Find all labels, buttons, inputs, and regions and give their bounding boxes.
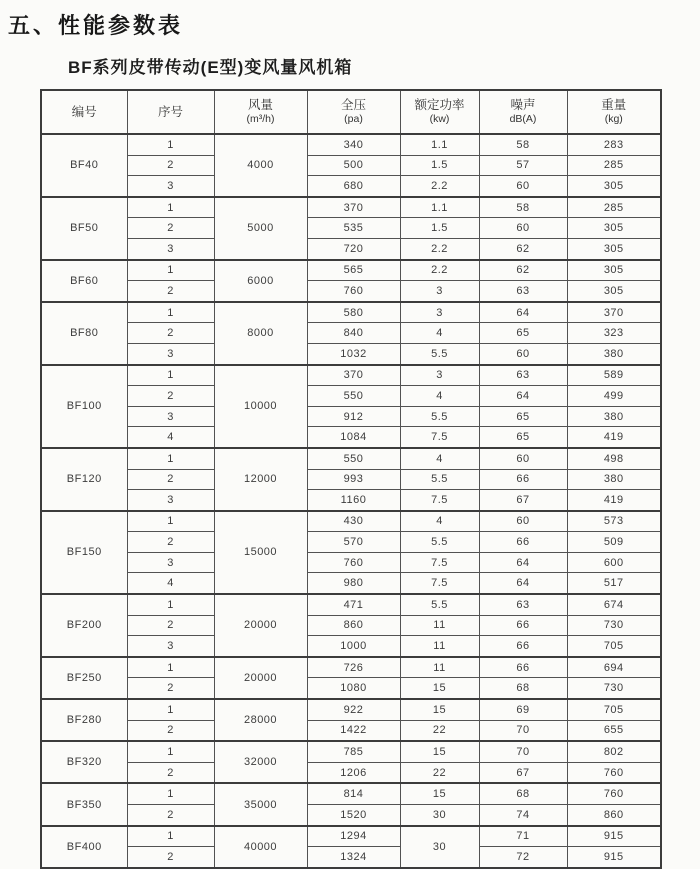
seq-cell: 1: [127, 197, 214, 218]
seq-cell: 2: [127, 720, 214, 741]
table-row: [41, 741, 661, 762]
col-header-title: 重量: [601, 98, 627, 112]
seq-cell: 3: [127, 343, 214, 364]
table-row: [41, 260, 661, 281]
table-row: [41, 826, 661, 847]
airflow-cell: 32000: [214, 741, 307, 783]
model-cell: BF80: [41, 302, 127, 365]
airflow-cell: 20000: [214, 657, 307, 699]
table-row: [41, 323, 661, 344]
noise-cell: 57: [479, 155, 567, 176]
col-header-title: 噪声: [510, 98, 536, 112]
header-row: [41, 90, 661, 134]
table-row: [41, 552, 661, 573]
table-row: [41, 805, 661, 826]
weight-cell: 305: [567, 176, 661, 197]
pressure-cell: 980: [307, 573, 400, 594]
power-cell: 1.1: [400, 197, 479, 218]
noise-cell: 74: [479, 805, 567, 826]
seq-cell: 1: [127, 741, 214, 762]
table-row: [41, 573, 661, 594]
col-header-unit: (m³/h): [246, 113, 275, 125]
pressure-cell: 993: [307, 469, 400, 490]
noise-cell: 67: [479, 762, 567, 783]
seq-cell: 1: [127, 783, 214, 804]
weight-cell: 600: [567, 552, 661, 573]
weight-cell: 705: [567, 636, 661, 657]
model-cell: BF250: [41, 657, 127, 699]
table-row: [41, 427, 661, 448]
airflow-cell: 15000: [214, 511, 307, 594]
power-cell: 3: [400, 281, 479, 302]
weight-cell: 370: [567, 302, 661, 323]
col-header-airflow: [214, 90, 307, 134]
weight-cell: 305: [567, 260, 661, 281]
power-cell: 15: [400, 741, 479, 762]
power-cell: 7.5: [400, 490, 479, 511]
power-cell: 7.5: [400, 552, 479, 573]
col-header-title: 风量: [247, 98, 273, 112]
noise-cell: 63: [479, 281, 567, 302]
seq-cell: 1: [127, 302, 214, 323]
power-cell: 11: [400, 657, 479, 678]
noise-cell: 65: [479, 323, 567, 344]
table-row: [41, 532, 661, 553]
seq-cell: 3: [127, 176, 214, 197]
pressure-cell: 500: [307, 155, 400, 176]
table-row: [41, 448, 661, 469]
seq-cell: 2: [127, 762, 214, 783]
seq-cell: 2: [127, 386, 214, 407]
pressure-cell: 471: [307, 594, 400, 615]
table-row: [41, 615, 661, 636]
pressure-cell: 1000: [307, 636, 400, 657]
seq-cell: 3: [127, 238, 214, 259]
pressure-cell: 760: [307, 552, 400, 573]
seq-cell: 1: [127, 699, 214, 720]
col-header-seq: [127, 90, 214, 134]
pressure-cell: 550: [307, 386, 400, 407]
power-cell: 5.5: [400, 406, 479, 427]
pressure-cell: 840: [307, 323, 400, 344]
table-row: [41, 238, 661, 259]
airflow-cell: 40000: [214, 826, 307, 868]
pressure-cell: 1160: [307, 490, 400, 511]
seq-cell: 3: [127, 490, 214, 511]
table-row: [41, 469, 661, 490]
col-header-unit: (pa): [344, 113, 363, 125]
power-cell: 5.5: [400, 532, 479, 553]
power-cell: 2.2: [400, 238, 479, 259]
airflow-cell: 35000: [214, 783, 307, 825]
model-cell: BF350: [41, 783, 127, 825]
weight-cell: 694: [567, 657, 661, 678]
pressure-cell: 922: [307, 699, 400, 720]
table-row: [41, 594, 661, 615]
noise-cell: 70: [479, 741, 567, 762]
weight-cell: 915: [567, 847, 661, 868]
weight-cell: 283: [567, 134, 661, 155]
power-cell: 7.5: [400, 427, 479, 448]
table-row: [41, 847, 661, 868]
pressure-cell: 550: [307, 448, 400, 469]
weight-cell: 655: [567, 720, 661, 741]
table-row: [41, 490, 661, 511]
weight-cell: 305: [567, 281, 661, 302]
power-cell: 4: [400, 323, 479, 344]
table-row: [41, 302, 661, 323]
power-cell: 5.5: [400, 594, 479, 615]
table-row: [41, 386, 661, 407]
pressure-cell: 814: [307, 783, 400, 804]
power-cell: 4: [400, 448, 479, 469]
col-header-model: [41, 90, 127, 134]
weight-cell: 380: [567, 469, 661, 490]
seq-cell: 1: [127, 365, 214, 386]
noise-cell: 71: [479, 826, 567, 847]
table-subtitle: BF系列皮带传动(E型)变风量风机箱: [68, 58, 353, 77]
noise-cell: 62: [479, 238, 567, 259]
pressure-cell: 1084: [307, 427, 400, 448]
power-cell: 3: [400, 302, 479, 323]
airflow-cell: 6000: [214, 260, 307, 302]
weight-cell: 323: [567, 323, 661, 344]
col-header-unit: (kw): [429, 113, 450, 125]
model-cell: BF150: [41, 511, 127, 594]
seq-cell: 2: [127, 155, 214, 176]
weight-cell: 285: [567, 197, 661, 218]
col-header-title: 序号: [157, 104, 183, 119]
weight-cell: 730: [567, 678, 661, 699]
pressure-cell: 720: [307, 238, 400, 259]
col-header-weight: [567, 90, 661, 134]
col-header-unit: (kg): [604, 113, 623, 125]
noise-cell: 64: [479, 302, 567, 323]
model-cell: BF40: [41, 134, 127, 197]
power-cell: 1.5: [400, 155, 479, 176]
noise-cell: 65: [479, 406, 567, 427]
airflow-cell: 4000: [214, 134, 307, 197]
table-row: [41, 699, 661, 720]
weight-cell: 589: [567, 365, 661, 386]
seq-cell: 1: [127, 260, 214, 281]
noise-cell: 66: [479, 469, 567, 490]
power-cell: 11: [400, 636, 479, 657]
model-cell: BF400: [41, 826, 127, 868]
airflow-cell: 20000: [214, 594, 307, 657]
noise-cell: 68: [479, 783, 567, 804]
seq-cell: 1: [127, 134, 214, 155]
performance-table: [40, 89, 662, 869]
table-row: [41, 720, 661, 741]
table-row: [41, 197, 661, 218]
pressure-cell: 1520: [307, 805, 400, 826]
seq-cell: 2: [127, 532, 214, 553]
power-cell: 22: [400, 762, 479, 783]
noise-cell: 58: [479, 134, 567, 155]
seq-cell: 2: [127, 805, 214, 826]
weight-cell: 419: [567, 490, 661, 511]
seq-cell: 2: [127, 469, 214, 490]
seq-cell: 4: [127, 427, 214, 448]
power-cell: 11: [400, 615, 479, 636]
noise-cell: 63: [479, 594, 567, 615]
power-cell: 1.5: [400, 218, 479, 239]
pressure-cell: 370: [307, 197, 400, 218]
weight-cell: 517: [567, 573, 661, 594]
pressure-cell: 570: [307, 532, 400, 553]
weight-cell: 802: [567, 741, 661, 762]
seq-cell: 4: [127, 573, 214, 594]
pressure-cell: 370: [307, 365, 400, 386]
noise-cell: 63: [479, 365, 567, 386]
power-cell: 15: [400, 783, 479, 804]
noise-cell: 68: [479, 678, 567, 699]
table-row: [41, 134, 661, 155]
power-cell: 5.5: [400, 469, 479, 490]
airflow-cell: 10000: [214, 365, 307, 448]
noise-cell: 66: [479, 636, 567, 657]
col-header-title: 额定功率: [414, 98, 465, 112]
noise-cell: 66: [479, 532, 567, 553]
pressure-cell: 785: [307, 741, 400, 762]
weight-cell: 305: [567, 218, 661, 239]
weight-cell: 730: [567, 615, 661, 636]
model-cell: BF100: [41, 365, 127, 448]
noise-cell: 60: [479, 218, 567, 239]
pressure-cell: 1206: [307, 762, 400, 783]
power-cell: 2.2: [400, 176, 479, 197]
weight-cell: 674: [567, 594, 661, 615]
airflow-cell: 28000: [214, 699, 307, 741]
seq-cell: 1: [127, 448, 214, 469]
table-row: [41, 511, 661, 532]
pressure-cell: 912: [307, 406, 400, 427]
power-cell: 3: [400, 365, 479, 386]
weight-cell: 915: [567, 826, 661, 847]
noise-cell: 64: [479, 552, 567, 573]
power-cell: 30: [400, 805, 479, 826]
seq-cell: 3: [127, 636, 214, 657]
power-cell: 15: [400, 699, 479, 720]
col-header-title: 编号: [71, 104, 97, 119]
noise-cell: 69: [479, 699, 567, 720]
weight-cell: 498: [567, 448, 661, 469]
model-cell: BF50: [41, 197, 127, 260]
table-row: [41, 783, 661, 804]
pressure-cell: 565: [307, 260, 400, 281]
weight-cell: 509: [567, 532, 661, 553]
table-row: [41, 281, 661, 302]
col-header-pressure: [307, 90, 400, 134]
model-cell: BF120: [41, 448, 127, 511]
noise-cell: 58: [479, 197, 567, 218]
pressure-cell: 1422: [307, 720, 400, 741]
seq-cell: 1: [127, 594, 214, 615]
power-cell: 30: [400, 826, 479, 868]
pressure-cell: 340: [307, 134, 400, 155]
pressure-cell: 1294: [307, 826, 400, 847]
airflow-cell: 12000: [214, 448, 307, 511]
weight-cell: 860: [567, 805, 661, 826]
seq-cell: 1: [127, 826, 214, 847]
table-row: [41, 762, 661, 783]
model-cell: BF320: [41, 741, 127, 783]
weight-cell: 705: [567, 699, 661, 720]
pressure-cell: 1324: [307, 847, 400, 868]
power-cell: 4: [400, 511, 479, 532]
power-cell: 4: [400, 386, 479, 407]
power-cell: 1.1: [400, 134, 479, 155]
seq-cell: 2: [127, 218, 214, 239]
table-row: [41, 636, 661, 657]
power-cell: 15: [400, 678, 479, 699]
pressure-cell: 535: [307, 218, 400, 239]
weight-cell: 380: [567, 406, 661, 427]
pressure-cell: 580: [307, 302, 400, 323]
power-cell: 7.5: [400, 573, 479, 594]
noise-cell: 66: [479, 657, 567, 678]
weight-cell: 380: [567, 343, 661, 364]
pressure-cell: 1032: [307, 343, 400, 364]
power-cell: 2.2: [400, 260, 479, 281]
seq-cell: 1: [127, 511, 214, 532]
pressure-cell: 680: [307, 176, 400, 197]
weight-cell: 760: [567, 783, 661, 804]
col-header-unit: dB(A): [509, 113, 537, 125]
airflow-cell: 8000: [214, 302, 307, 365]
seq-cell: 2: [127, 615, 214, 636]
power-cell: 22: [400, 720, 479, 741]
noise-cell: 62: [479, 260, 567, 281]
model-cell: BF60: [41, 260, 127, 302]
weight-cell: 499: [567, 386, 661, 407]
model-cell: BF280: [41, 699, 127, 741]
seq-cell: 2: [127, 281, 214, 302]
seq-cell: 2: [127, 847, 214, 868]
noise-cell: 65: [479, 427, 567, 448]
seq-cell: 3: [127, 406, 214, 427]
noise-cell: 67: [479, 490, 567, 511]
table-row: [41, 406, 661, 427]
noise-cell: 60: [479, 511, 567, 532]
noise-cell: 60: [479, 343, 567, 364]
table-row: [41, 678, 661, 699]
table-row: [41, 365, 661, 386]
table-row: [41, 657, 661, 678]
pressure-cell: 760: [307, 281, 400, 302]
seq-cell: 3: [127, 552, 214, 573]
model-cell: BF200: [41, 594, 127, 657]
pressure-cell: 860: [307, 615, 400, 636]
noise-cell: 60: [479, 176, 567, 197]
table-row: [41, 155, 661, 176]
noise-cell: 72: [479, 847, 567, 868]
pressure-cell: 726: [307, 657, 400, 678]
weight-cell: 419: [567, 427, 661, 448]
table-row: [41, 218, 661, 239]
table-row: [41, 343, 661, 364]
seq-cell: 1: [127, 657, 214, 678]
page-title: 五、性能参数表: [8, 13, 184, 38]
pressure-cell: 430: [307, 511, 400, 532]
pressure-cell: 1080: [307, 678, 400, 699]
noise-cell: 66: [479, 615, 567, 636]
table-row: [41, 176, 661, 197]
col-header-noise: [479, 90, 567, 134]
noise-cell: 60: [479, 448, 567, 469]
noise-cell: 64: [479, 386, 567, 407]
power-cell: 5.5: [400, 343, 479, 364]
weight-cell: 573: [567, 511, 661, 532]
table-body: [41, 134, 661, 868]
col-header-title: 全压: [340, 98, 366, 112]
weight-cell: 285: [567, 155, 661, 176]
col-header-power: [400, 90, 479, 134]
weight-cell: 760: [567, 762, 661, 783]
noise-cell: 64: [479, 573, 567, 594]
table-header: [41, 90, 661, 134]
seq-cell: 2: [127, 323, 214, 344]
noise-cell: 70: [479, 720, 567, 741]
weight-cell: 305: [567, 238, 661, 259]
airflow-cell: 5000: [214, 197, 307, 260]
seq-cell: 2: [127, 678, 214, 699]
